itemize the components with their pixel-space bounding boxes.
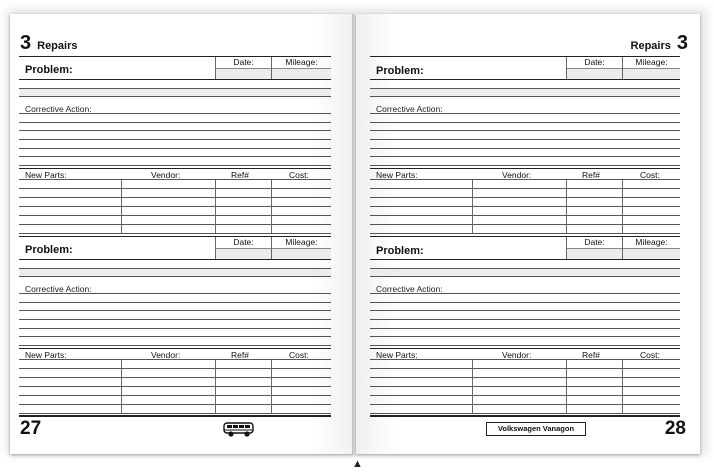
table-row	[19, 369, 331, 378]
column-divider	[472, 360, 473, 414]
table-row	[370, 405, 680, 414]
write-line	[370, 149, 680, 158]
date-field[interactable]	[566, 237, 622, 259]
problem-row	[19, 56, 331, 80]
date-field[interactable]	[215, 237, 271, 259]
new-parts-label: New Parts:	[25, 169, 67, 180]
corrective-action-lines[interactable]	[370, 294, 680, 346]
brand-label: Volkswagen Vanagon	[486, 422, 586, 436]
column-divider	[271, 360, 272, 414]
table-row	[370, 387, 680, 396]
date-label: Date:	[584, 57, 605, 67]
problem-row	[370, 236, 680, 260]
write-line	[370, 123, 680, 132]
column-divider	[271, 180, 272, 234]
chapter-number: 3	[676, 32, 688, 54]
write-line	[370, 269, 680, 278]
write-line	[19, 320, 331, 329]
cost-label: Cost:	[640, 349, 660, 360]
table-row	[19, 360, 331, 369]
mileage-value-box	[623, 68, 680, 79]
corrective-action-lines[interactable]	[370, 114, 680, 166]
parts-table[interactable]	[370, 180, 680, 234]
write-line	[19, 337, 331, 346]
mileage-field[interactable]	[271, 57, 331, 79]
write-line	[370, 80, 680, 89]
ref-label: Ref#	[582, 349, 600, 360]
table-row	[370, 360, 680, 369]
table-row	[19, 207, 331, 216]
corrective-action-lines[interactable]	[19, 114, 331, 166]
write-line	[370, 140, 680, 149]
date-field[interactable]	[215, 57, 271, 79]
new-parts-label: New Parts:	[25, 349, 67, 360]
table-row	[19, 180, 331, 189]
mileage-field[interactable]	[271, 237, 331, 259]
parts-header	[19, 348, 331, 360]
parts-header	[370, 348, 680, 360]
left-page	[10, 14, 354, 454]
problem-row	[19, 236, 331, 260]
write-line	[370, 303, 680, 312]
problem-lines[interactable]	[370, 80, 680, 97]
write-line	[370, 131, 680, 140]
column-divider	[121, 360, 122, 414]
new-parts-label: New Parts:	[376, 169, 418, 180]
mileage-label: Mileage:	[635, 237, 668, 247]
write-line	[370, 89, 680, 98]
corrective-action-label: Corrective Action:	[19, 105, 331, 114]
vendor-label: Vendor:	[151, 349, 181, 360]
left-page-header	[20, 32, 77, 56]
table-row	[370, 378, 680, 387]
write-line	[370, 320, 680, 329]
problem-lines[interactable]	[370, 260, 680, 277]
footer-rule	[19, 415, 331, 417]
van-icon	[222, 420, 256, 438]
cost-label: Cost:	[640, 169, 660, 180]
repair-entry-4	[370, 236, 680, 414]
table-row	[19, 396, 331, 405]
footer-rule	[370, 415, 680, 417]
date-value-box	[567, 248, 622, 259]
cost-label: Cost:	[289, 349, 309, 360]
date-label: Date:	[233, 237, 254, 247]
column-divider	[622, 180, 623, 234]
page-number: 27	[20, 418, 42, 439]
write-line	[19, 149, 331, 158]
vendor-label: Vendor:	[502, 169, 532, 180]
write-line	[370, 114, 680, 123]
table-row	[19, 198, 331, 207]
problem-label: Problem:	[376, 245, 424, 257]
column-divider	[566, 180, 567, 234]
ref-label: Ref#	[582, 169, 600, 180]
corrective-action-label: Corrective Action:	[370, 285, 680, 294]
write-line	[370, 260, 680, 269]
parts-header	[19, 168, 331, 180]
right-page-footer	[356, 418, 700, 440]
column-divider	[566, 360, 567, 414]
table-row	[370, 189, 680, 198]
write-line	[370, 337, 680, 346]
cursor-arrow-icon: ▲	[352, 458, 363, 470]
table-row	[370, 180, 680, 189]
corrective-action-label: Corrective Action:	[19, 285, 331, 294]
left-page-footer	[10, 418, 354, 440]
column-divider	[472, 180, 473, 234]
parts-table[interactable]	[370, 360, 680, 414]
column-divider	[622, 360, 623, 414]
parts-table[interactable]	[19, 180, 331, 234]
repair-entry-3	[370, 56, 680, 234]
date-label: Date:	[584, 237, 605, 247]
corrective-action-lines[interactable]	[19, 294, 331, 346]
parts-header	[370, 168, 680, 180]
corrective-action-label: Corrective Action:	[370, 105, 680, 114]
mileage-label: Mileage:	[285, 237, 318, 247]
right-page	[356, 14, 700, 454]
write-line	[19, 157, 331, 166]
write-line	[19, 140, 331, 149]
vendor-label: Vendor:	[502, 349, 532, 360]
write-line	[19, 303, 331, 312]
chapter-title: Repairs	[37, 40, 78, 52]
mileage-value-box	[623, 248, 680, 259]
mileage-label: Mileage:	[635, 57, 668, 67]
write-line	[19, 260, 331, 269]
write-line	[19, 114, 331, 123]
write-line	[19, 329, 331, 338]
write-line	[19, 89, 331, 98]
repair-entry-2	[19, 236, 331, 414]
parts-table[interactable]	[19, 360, 331, 414]
repair-entry-1	[19, 56, 331, 234]
date-label: Date:	[233, 57, 254, 67]
chapter-title: Repairs	[630, 40, 671, 52]
date-value-box	[567, 68, 622, 79]
problem-label: Problem:	[25, 64, 73, 76]
write-line	[19, 131, 331, 140]
column-divider	[215, 180, 216, 234]
ref-label: Ref#	[231, 169, 249, 180]
problem-label: Problem:	[25, 244, 73, 256]
write-line	[370, 311, 680, 320]
column-divider	[215, 360, 216, 414]
vendor-label: Vendor:	[151, 169, 181, 180]
mileage-field[interactable]	[622, 57, 680, 79]
problem-lines[interactable]	[19, 260, 331, 277]
write-line	[19, 294, 331, 303]
table-row	[370, 369, 680, 378]
write-line	[370, 294, 680, 303]
cost-label: Cost:	[289, 169, 309, 180]
mileage-label: Mileage:	[285, 57, 318, 67]
mileage-value-box	[272, 248, 331, 259]
ref-label: Ref#	[231, 349, 249, 360]
problem-row	[370, 56, 680, 80]
table-row	[19, 225, 331, 234]
chapter-number: 3	[20, 32, 32, 54]
table-row	[370, 198, 680, 207]
table-row	[19, 378, 331, 387]
write-line	[370, 329, 680, 338]
table-row	[370, 216, 680, 225]
date-field[interactable]	[566, 57, 622, 79]
write-line	[19, 311, 331, 320]
table-row	[19, 405, 331, 414]
table-row	[370, 225, 680, 234]
table-row	[370, 396, 680, 405]
column-divider	[121, 180, 122, 234]
date-value-box	[216, 248, 271, 259]
problem-label: Problem:	[376, 65, 424, 77]
new-parts-label: New Parts:	[376, 349, 418, 360]
page-number: 28	[664, 418, 686, 439]
write-line	[19, 80, 331, 89]
table-row	[19, 189, 331, 198]
problem-lines[interactable]	[19, 80, 331, 97]
mileage-value-box	[272, 68, 331, 79]
write-line	[19, 269, 331, 278]
table-row	[19, 387, 331, 396]
date-value-box	[216, 68, 271, 79]
table-row	[370, 207, 680, 216]
mileage-field[interactable]	[622, 237, 680, 259]
table-row	[19, 216, 331, 225]
write-line	[19, 123, 331, 132]
write-line	[370, 157, 680, 166]
right-page-header	[631, 32, 688, 56]
